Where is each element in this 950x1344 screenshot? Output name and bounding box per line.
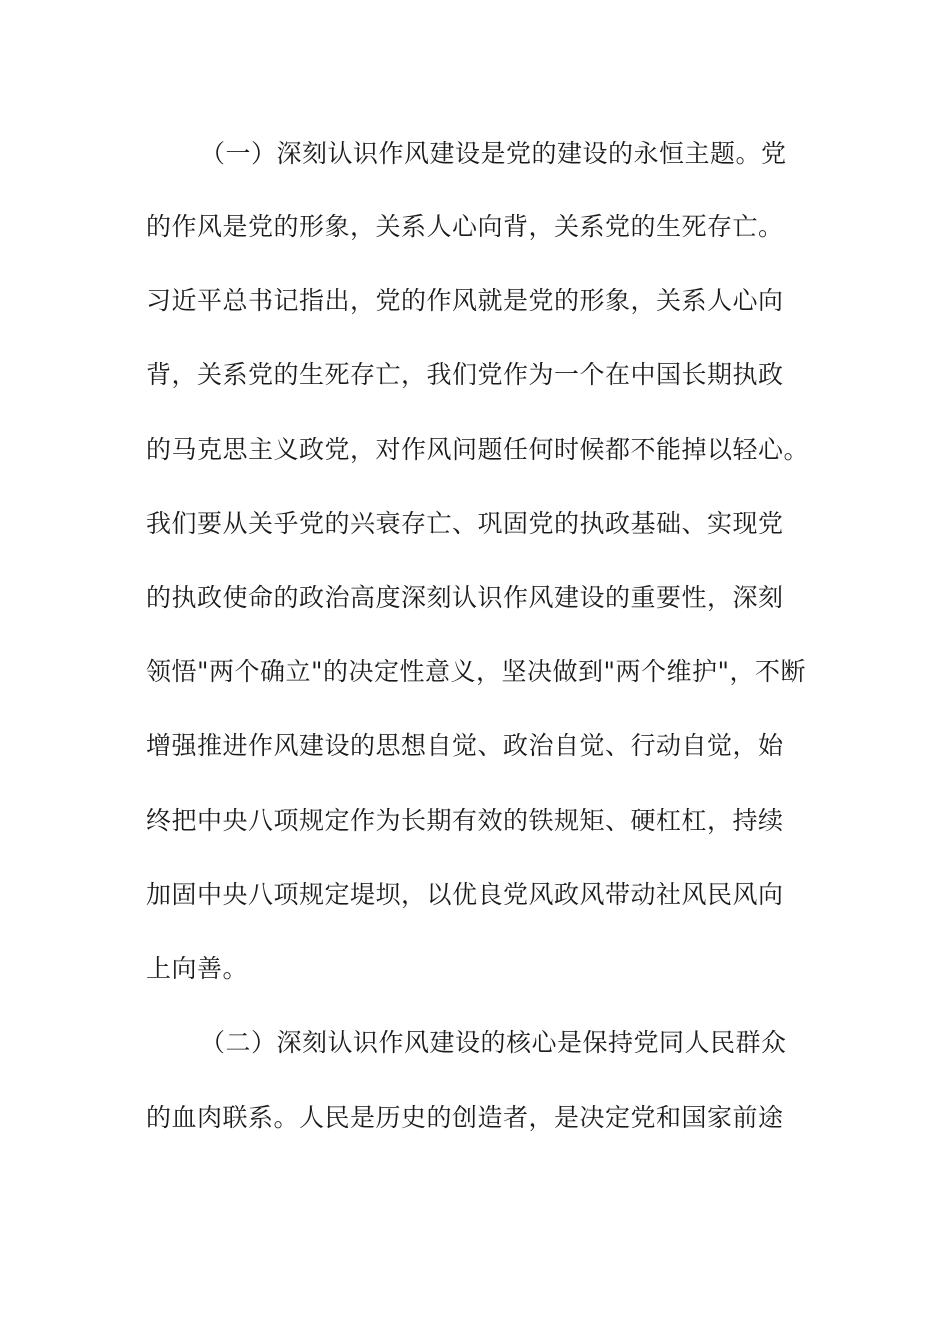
paragraph-1-line-4: 背，关系党的生死存亡，我们党作为一个在中国长期执政 (146, 360, 784, 389)
paragraph-1-line-3: 习近平总书记指出，党的作风就是党的形象，关系人心向 (146, 286, 784, 315)
paragraph-1-line-5: 的马克思主义政党，对作风问题任何时候都不能掉以轻心。 (146, 435, 810, 464)
paragraph-1-line-8: 领悟"两个确立"的决定性意义，坚决做到"两个维护"，不断 (146, 657, 806, 686)
paragraph-1-line-9: 增强推进作风建设的思想自觉、政治自觉、行动自觉，始 (146, 731, 784, 760)
paragraph-1-line-12: 上向善。 (146, 954, 249, 983)
paragraph-1-line-7: 的执政使命的政治高度深刻认识作风建设的重要性，深刻 (146, 583, 784, 612)
paragraph-1-line-10: 终把中央八项规定作为长期有效的铁规矩、硬杠杠，持续 (146, 806, 784, 835)
paragraph-2-line-2: 的血肉联系。人民是历史的创造者，是决定党和国家前途 (146, 1103, 784, 1132)
paragraph-1-line-1: （一）深刻认识作风建设是党的建设的永恒主题。党 (200, 139, 787, 168)
paragraph-1-line-11: 加固中央八项规定堤坝，以优良党风政风带动社风民风向 (146, 880, 784, 909)
paragraph-1-line-2: 的作风是党的形象，关系人心向背，关系党的生死存亡。 (146, 212, 784, 241)
paragraph-1-line-6: 我们要从关乎党的兴衰存亡、巩固党的执政基础、实现党 (146, 509, 784, 538)
paragraph-2-line-1: （二）深刻认识作风建设的核心是保持党同人民群众 (200, 1028, 787, 1057)
